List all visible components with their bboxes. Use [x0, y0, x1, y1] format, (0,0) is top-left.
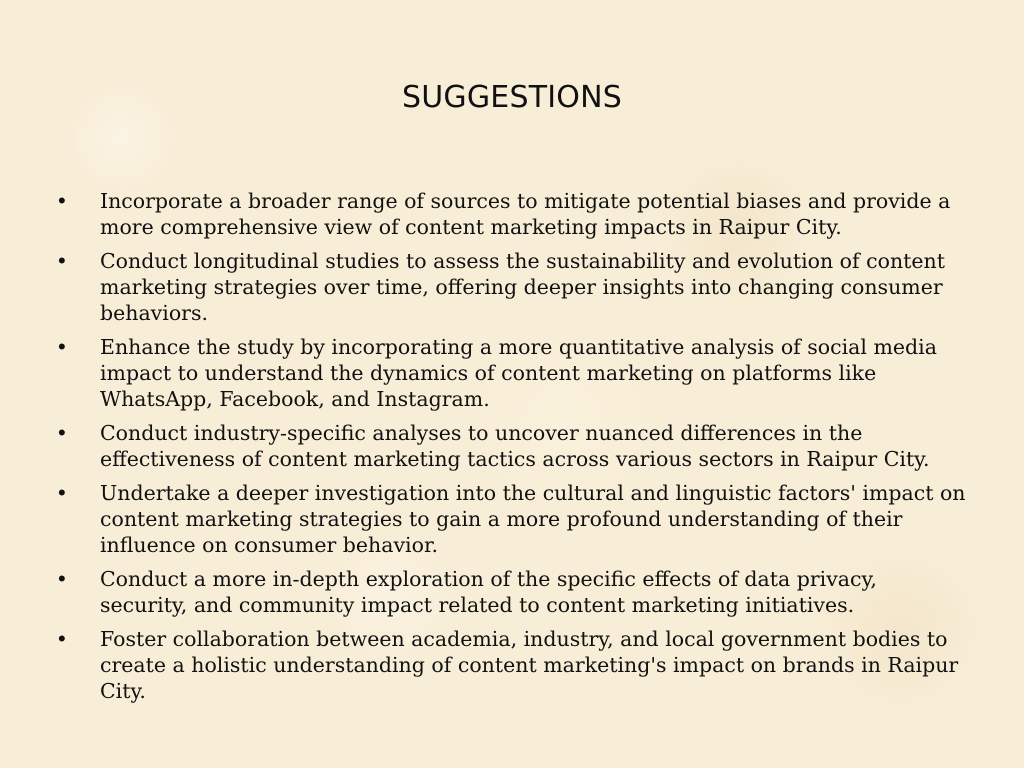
- bullet-icon: •: [58, 334, 66, 359]
- bullet-text: Incorporate a broader range of sources to mitigate potential biases and provide a more comprehensive view of content marketing impacts in Raipur City.: [100, 189, 951, 239]
- bullet-text: Conduct industry-specific analyses to uncover nuanced differences in the effectiveness of content marketing tactics across various sectors in Raipur City.: [100, 421, 930, 471]
- bullet-item: [58, 420, 970, 472]
- bullet-item: [58, 480, 970, 558]
- bullet-item: [58, 334, 970, 412]
- bullet-list: [58, 188, 970, 712]
- bullet-item: [58, 566, 970, 618]
- bullet-icon: •: [58, 420, 66, 445]
- bullet-text: Undertake a deeper investigation into the cultural and linguistic factors' impact on content marketing strategies to gain a more profound understanding of their influence on consumer behavior.: [100, 481, 966, 557]
- bullet-text: Foster collaboration between academia, industry, and local government bodies to create a holistic understanding of content marketing's impact on brands in Raipur City.: [100, 627, 959, 703]
- bullet-text: Enhance the study by incorporating a more quantitative analysis of social media impact to understand the dynamics of content marketing on platforms like WhatsApp, Facebook, and Instagram.: [100, 335, 937, 411]
- slide-title: SUGGESTIONS: [402, 80, 622, 115]
- bullet-text: Conduct a more in-depth exploration of the specific effects of data privacy, security, and community impact related to content marketing initiatives.: [100, 567, 877, 617]
- bullet-item: [58, 248, 970, 326]
- bullet-icon: •: [58, 626, 66, 651]
- bullet-icon: •: [58, 480, 66, 505]
- bullet-item: [58, 188, 970, 240]
- bullet-icon: •: [58, 188, 66, 213]
- bullet-text: Conduct longitudinal studies to assess the sustainability and evolution of content marketing strategies over time, offering deeper insights into changing consumer behaviors.: [100, 249, 945, 325]
- bullet-icon: •: [58, 566, 66, 591]
- bullet-icon: •: [58, 248, 66, 273]
- bullet-item: [58, 626, 970, 704]
